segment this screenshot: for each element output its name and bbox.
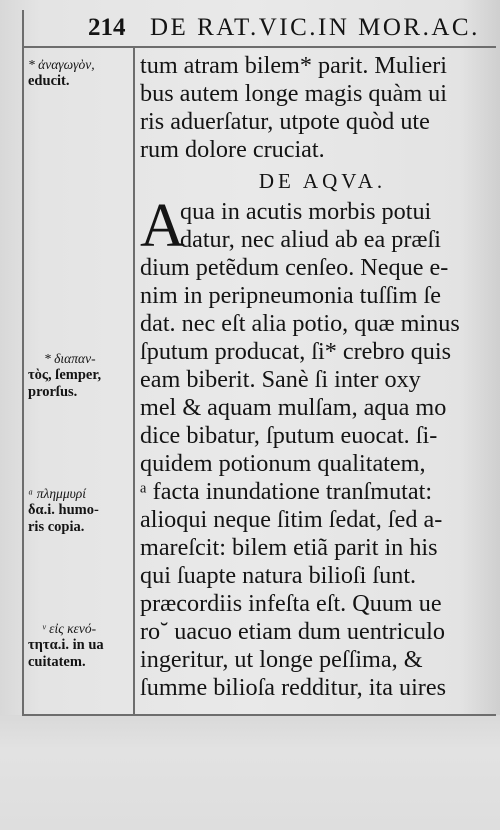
margin-note-1 [28,56,134,90]
text-line: tum atram bilem* parit. Mulieri [140,52,447,79]
margin-latin: τὸς, ſemper, [28,367,102,383]
text-line: dium petẽdum cenſeo. Neque e- [140,254,449,281]
text-line: datur, nec aliud ab ea præſi [180,226,441,253]
text-line: ᵃ facta inundatione tranſmutat: [140,478,433,505]
text-line: qua in acutis morbis potui [180,198,432,225]
margin-latin: δα.i. humo- [28,502,99,518]
outer-left-rule [22,10,24,716]
margin-latin: ris copia. [28,519,85,535]
text-line: dice bibatur, ſputum euocat. ſi- [140,422,438,449]
drop-capital: A [140,192,185,260]
text-line: mel & aquam mulſam, aqua mo [140,394,447,421]
text-line: ingeritur, ut longe peſſima, & [140,646,423,673]
margin-greek: * διαπαν- [44,351,96,366]
margin-greek: ᵛ εἰς κενό- [42,621,97,636]
margin-note-2 [28,350,134,401]
margin-greek: ᵃ πλημμυρί [28,486,87,501]
running-title: DE RAT.VIC.IN MOR.AC. [150,14,480,41]
text-line: eam biberit. Sanè ſi inter oxy [140,366,421,393]
text-line: ſputum producat, ſi* crebro quis [140,338,452,365]
bottom-rule [22,714,496,716]
margin-note-3 [28,485,134,536]
main-text-column [140,52,495,702]
margin-latin: prorſus. [28,384,78,400]
section-heading: DE AQVA. [258,169,387,193]
margin-latin: educit. [28,73,70,89]
text-line: præcordiis infeſta eſt. Quum ue [140,590,442,617]
text-line: dat. nec eſt alia potio, quæ minus [140,310,460,337]
text-line: qui ſuapte natura bilioſi ſunt. [140,562,417,589]
page-number: 214 [88,14,126,41]
text-line: quidem potionum qualitatem, [140,450,426,477]
text-line: ſumme bilioſa redditur, ita uires [140,674,447,701]
text-line: ris aduerſatur, utpote quòd ute [140,108,430,135]
margin-greek: * ἀναγωγὸν, [28,57,95,72]
lower-margin [0,715,500,830]
margin-note-4 [28,620,134,671]
text-line: rum dolore cruciat. [140,136,325,163]
margin-latin: cuitatem. [28,654,86,670]
text-line: nim in peripneumonia tuſſim ſe [140,282,441,309]
text-line: ro˘ uacuo etiam dum uentriculo [140,618,445,645]
running-header [88,14,492,48]
text-line: bus autem longe magis quàm ui [140,80,447,107]
text-line: alioqui neque ſitim ſedat, ſed a- [140,506,443,533]
opening-paragraph [140,192,495,260]
margin-latin: τητα.i. in ua [28,637,104,653]
text-line: mareſcit: bilem etiã parit in his [140,534,438,561]
